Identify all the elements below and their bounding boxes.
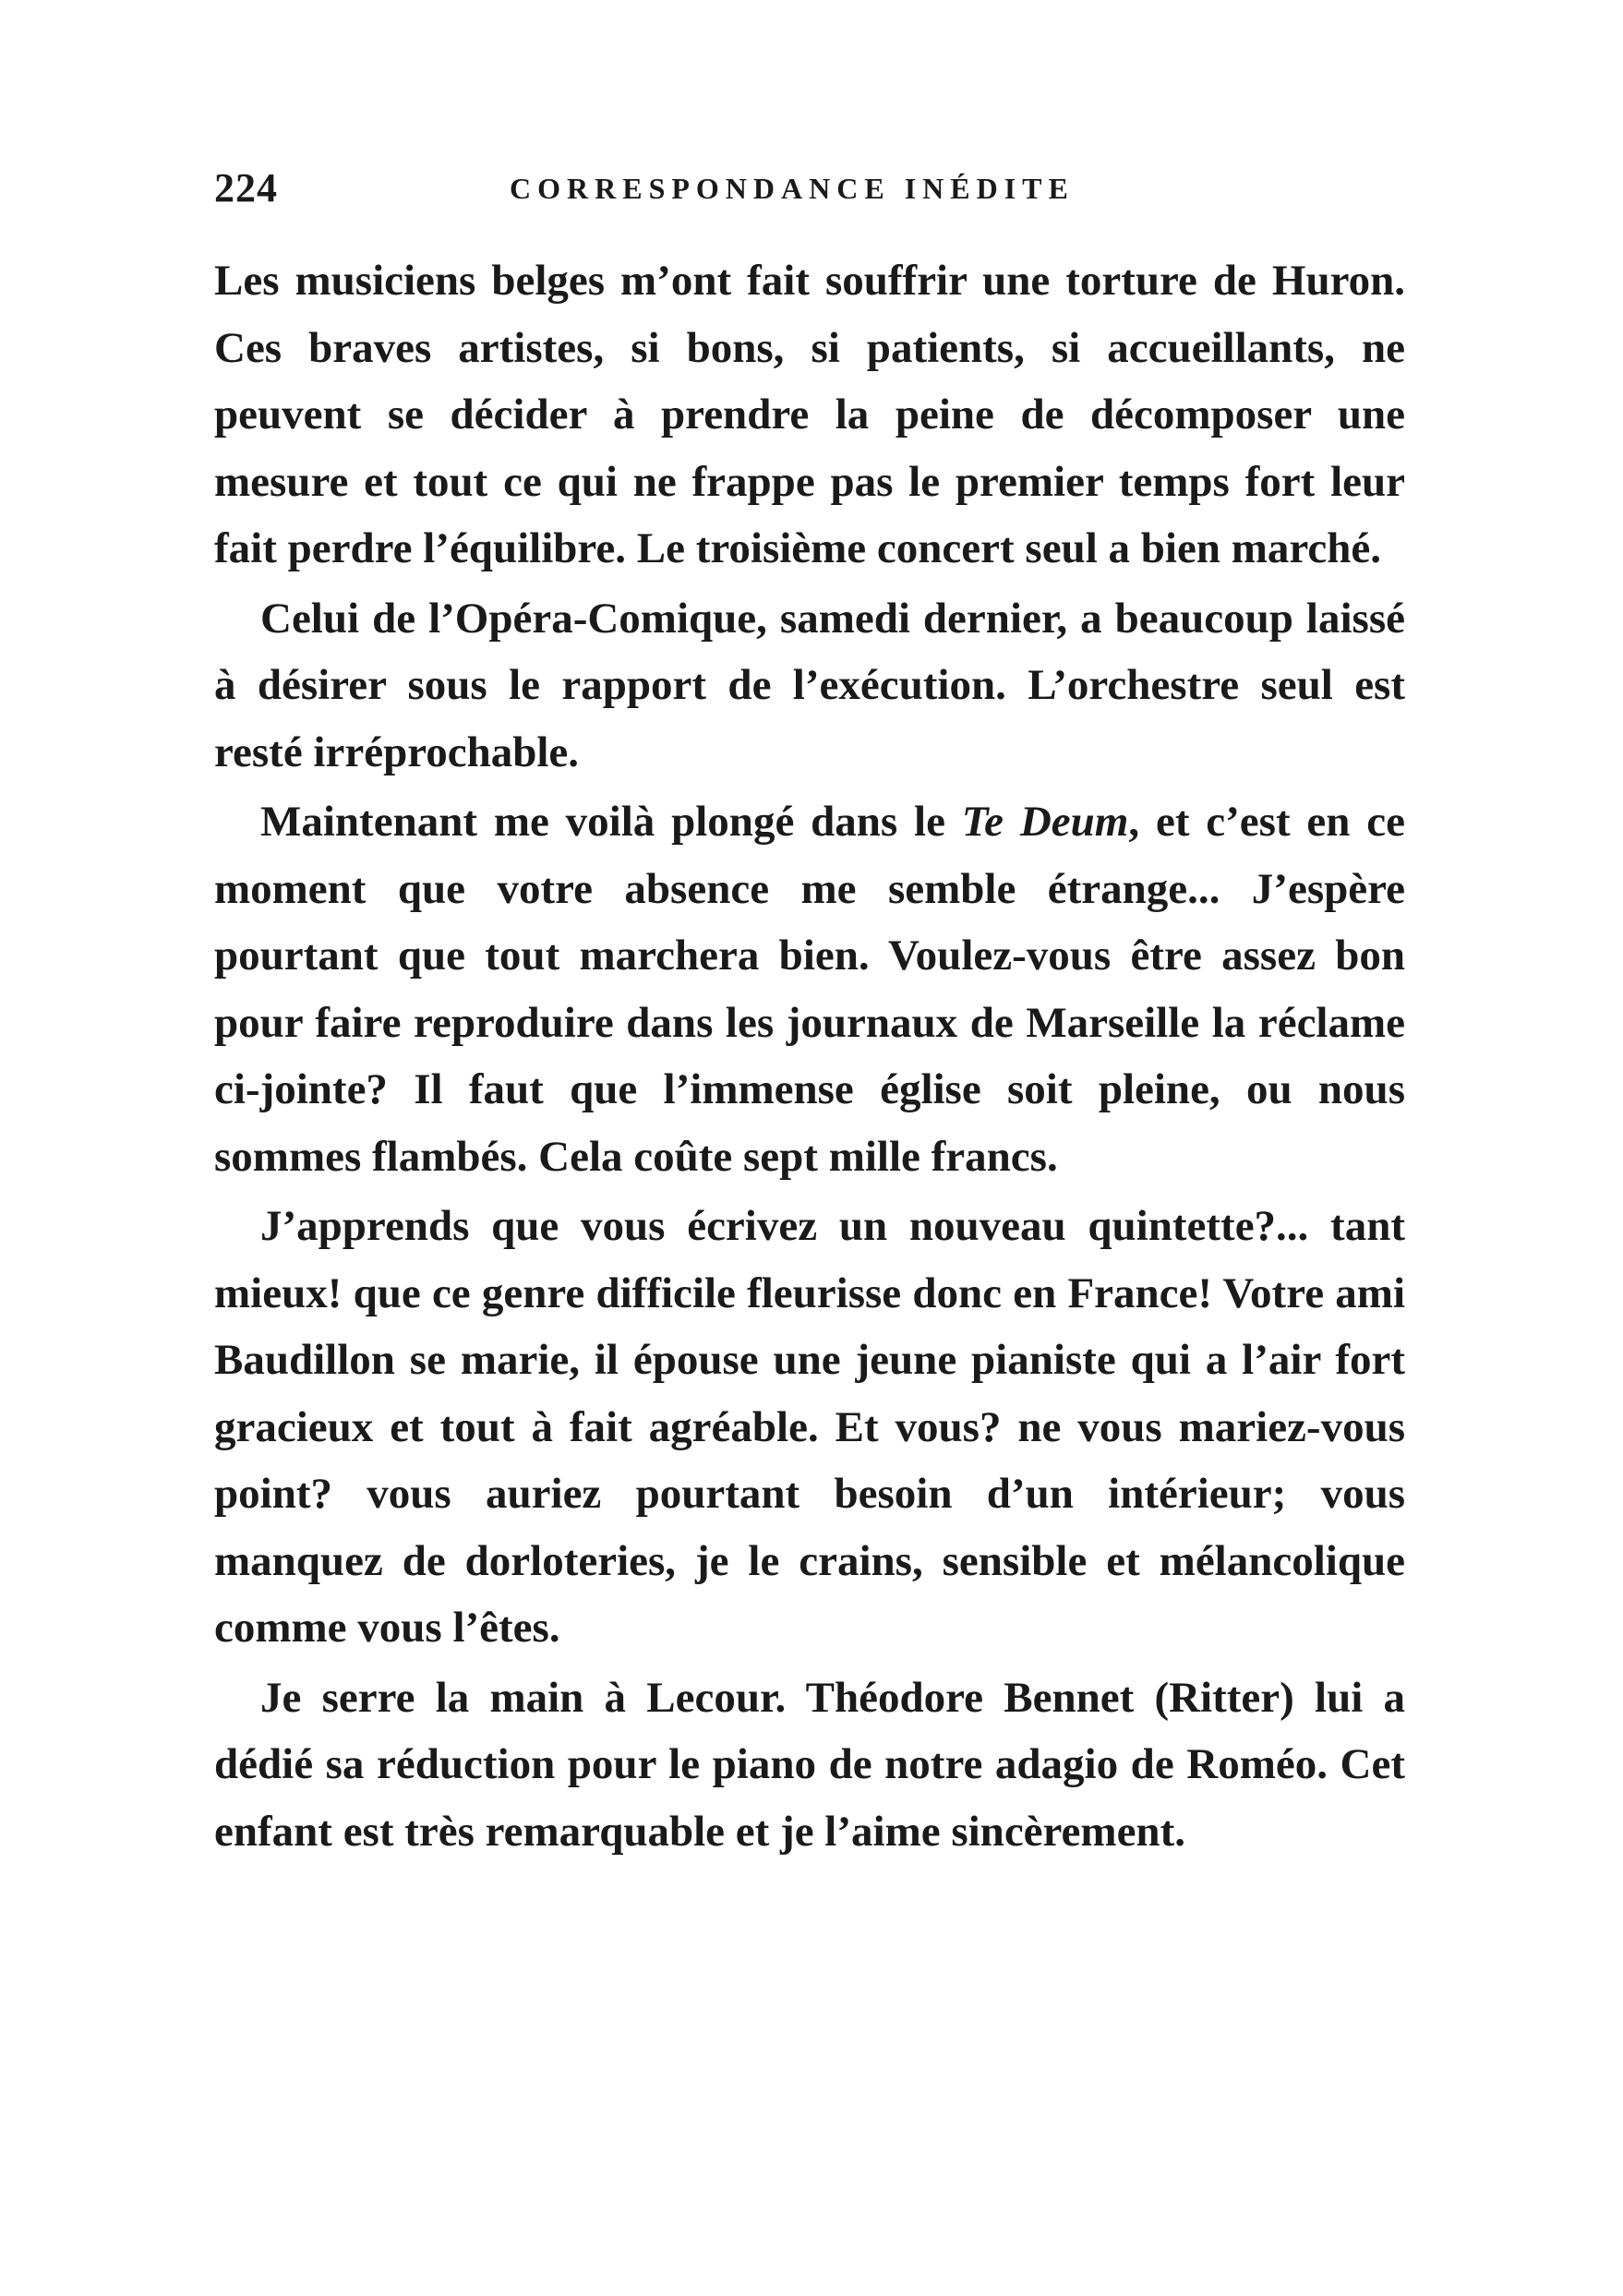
paragraph-5: Je serre la main à Lecour. Théodore Bennet (Ritter) lui a dédié sa réduction pour le piano de notre adagio de Roméo. Cet enfant est très remarquable et je l’aime sincèrement. [214, 1673, 1405, 1856]
paragraph-4: J’apprends que vous écrivez un nouveau quintette?... tant mieux! que ce genre difficile fleurisse donc en France! Votre ami Baudillon se marie, il épouse une jeune pianiste qui a l’air fort gracieux et tout à fait agréable. Et vous? ne vous mariez-vous point? vous auriez pourtant besoin d’un intérieur; vous manquez de dorloteries, je le crains, sensible et mélancolique comme vous l’êtes. [214, 1202, 1405, 1652]
letter-body [214, 247, 1405, 1865]
paragraph-3 [214, 788, 1405, 1190]
paragraph-1: Les musiciens belges m’ont fait souffrir une torture de Huron. Ces braves artistes, si bons, si patients, si accueillants, ne peuvent se décider à prendre la peine de décomposer une mesure et tout ce qui ne frappe pas le premier temps fort leur fait perdre l’équilibre. Le troisième concert seul a bien marché. [214, 257, 1405, 572]
paragraph-3-start: Maintenant me voilà plongé dans le [260, 798, 962, 846]
running-head [214, 164, 1405, 220]
paragraph-3-rest: , et c’est en ce moment que votre absence me semble étrange... J’espère pourtant que tout marchera bien. Voulez-vous être assez bon pour faire reproduire dans les journaux de Marseille la réclame ci-jointe? Il faut que l’immense église soit pleine, ou nous sommes flambés. Cela coûte sept mille francs. [214, 798, 1405, 1181]
work-title-te-deum: Te Deum [961, 798, 1129, 846]
running-title: CORRESPONDANCE INÉDITE [510, 172, 1075, 205]
paragraph-2: Celui de l’Opéra-Comique, samedi dernier, a beaucoup laissé à désirer sous le rapport de l’exécution. L’orchestre seul est resté irréprochable. [214, 594, 1405, 776]
page-number: 224 [214, 165, 278, 210]
